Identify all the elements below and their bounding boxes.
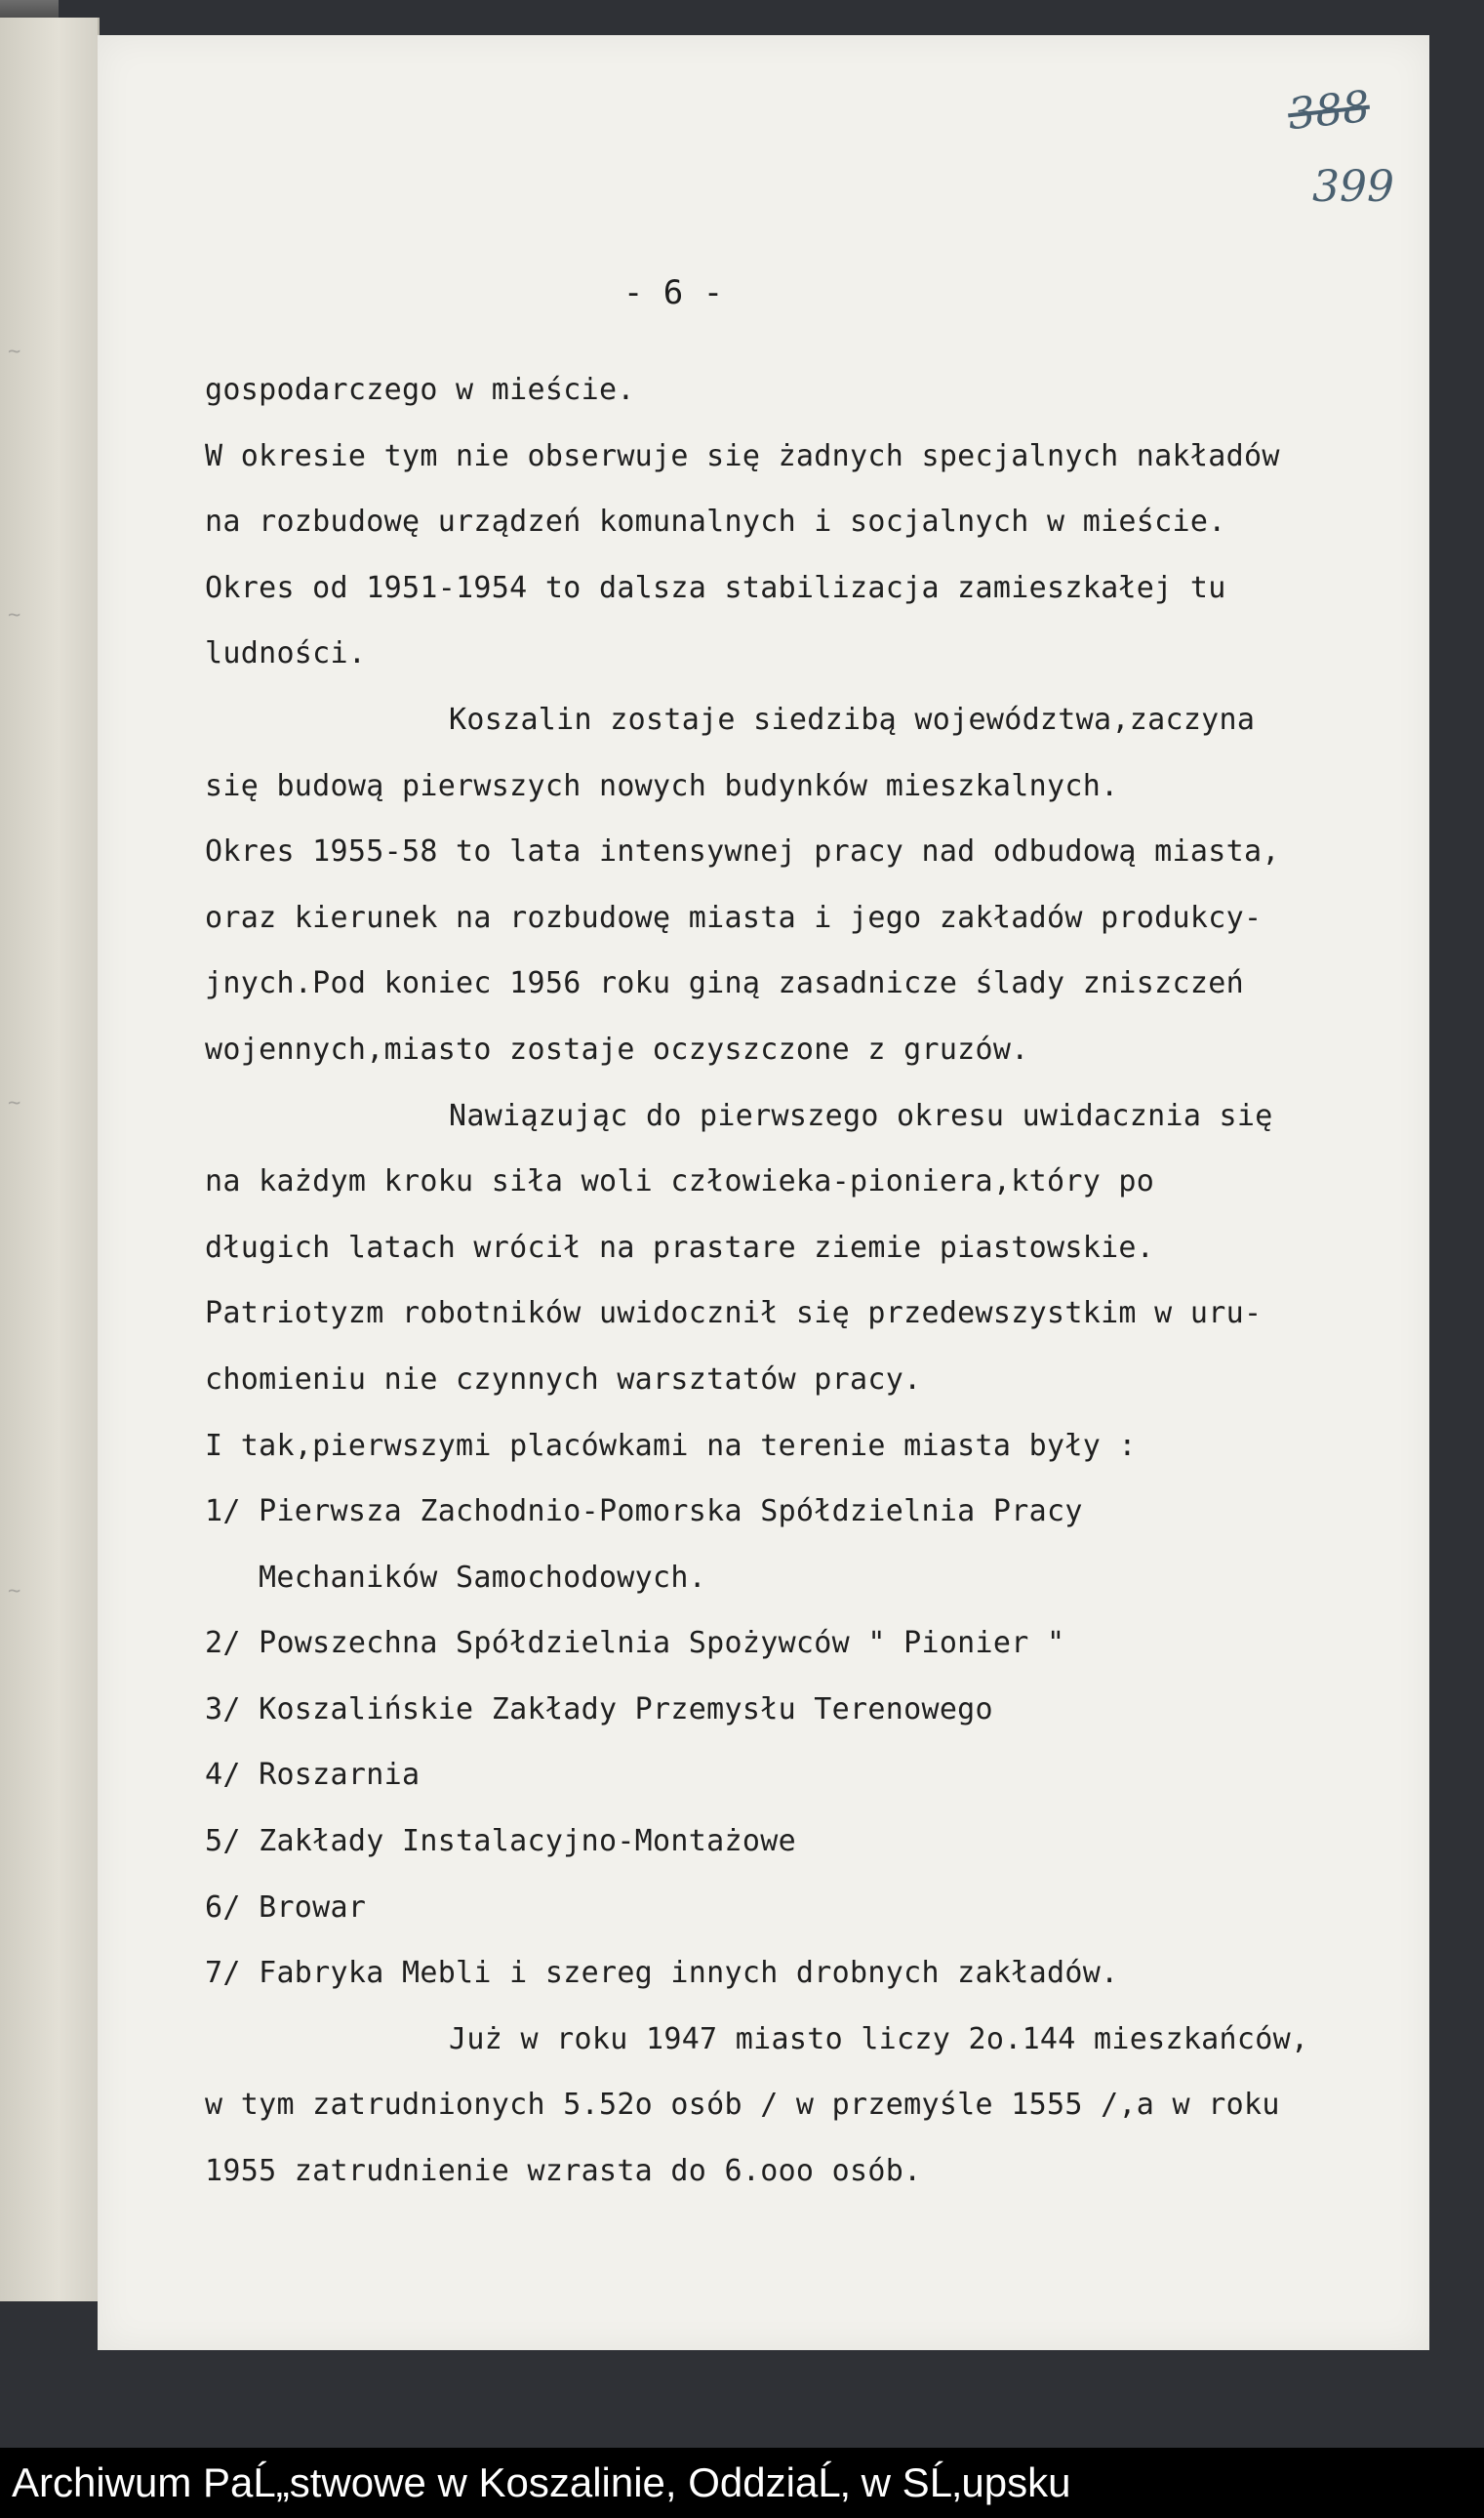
text-line: ludności. <box>205 636 367 671</box>
text-line: wojennych,miasto zostaje oczyszczone z gruzów. <box>205 1032 1029 1067</box>
text-line: oraz kierunek na rozbudowę miasta i jego zakładów produkcy- <box>205 900 1263 935</box>
text-line: w tym zatrudnionych 5.52o osób / w przemyśle 1555 /,a w roku <box>205 2088 1280 2123</box>
list-item: 3/ Koszalińskie Zakłady Przemysłu Terenowego <box>205 1691 993 1726</box>
text-line: gospodarczego w mieście. <box>205 373 635 407</box>
list-item: 2/ Powszechna Spółdzielnia Spożywców " Pionier " <box>205 1626 1065 1661</box>
list-item-continuation: Mechaników Samochodowych. <box>259 1560 707 1595</box>
bleed-through-mark: ~ <box>8 340 21 364</box>
text-line: Okres 1955-58 to lata intensywnej pracy nad odbudową miasta, <box>205 834 1280 870</box>
list-item: 4/ Roszarnia <box>205 1758 421 1793</box>
document-page <box>98 35 1429 2350</box>
text-line: chomieniu nie czynnych warsztatów pracy. <box>205 1361 922 1397</box>
text-line: 1955 zatrudnienie wzrasta do 6.ooo osób. <box>205 2154 922 2189</box>
text-line: na rozbudowę urządzeń komunalnych i socjalnych w mieście. <box>205 505 1226 540</box>
archive-number-crossed: 388 <box>1285 81 1373 141</box>
text-line: Nawiązując do pierwszego okresu uwidacznia się <box>449 1098 1273 1133</box>
text-line: Już w roku 1947 miasto liczy 2o.144 mieszkańców, <box>449 2021 1309 2056</box>
page-number: - 6 - <box>622 273 724 312</box>
text-line: Okres od 1951-1954 to dalsza stabilizacja zamieszkałej tu <box>205 570 1226 605</box>
list-item: 7/ Fabryka Mebli i szereg innych drobnych zakładów. <box>205 1956 1119 1991</box>
list-item: 5/ Zakłady Instalacyjno-Montażowe <box>205 1824 796 1859</box>
archive-number: 399 <box>1312 162 1394 212</box>
text-line: się budową pierwszych nowych budynków mieszkalnych. <box>205 768 1119 803</box>
bleed-through-mark: ~ <box>8 1579 21 1604</box>
list-item: 1/ Pierwsza Zachodnio-Pomorska Spółdzielnia Pracy <box>205 1494 1083 1529</box>
list-item: 6/ Browar <box>205 1889 367 1925</box>
text-line: Patriotyzm robotników uwidocznił się przedewszystkim w uru- <box>205 1296 1263 1331</box>
previous-page-edge <box>0 18 100 2301</box>
text-line: Koszalin zostaje siedzibą województwa,zaczyna <box>449 702 1256 737</box>
text-line: I tak,pierwszymi placówkami na terenie miasta były : <box>205 1428 1137 1463</box>
text-line: jnych.Pod koniec 1956 roku giną zasadnicze ślady zniszczeń <box>205 966 1244 1001</box>
archive-footer: Archiwum PaĹ„stwowe w Koszalinie, OddziaĹ‚ w SĹ‚upsku <box>0 2448 1484 2518</box>
typewritten-body <box>205 357 1420 2205</box>
text-line: W okresie tym nie obserwuje się żadnych specjalnych nakładów <box>205 438 1280 473</box>
bleed-through-mark: ~ <box>8 603 21 628</box>
bleed-through-mark: ~ <box>8 1091 21 1116</box>
text-line: długich latach wrócił na prastare ziemie piastowskie. <box>205 1230 1155 1265</box>
text-line: na każdym kroku siła woli człowieka-pioniera,który po <box>205 1164 1155 1199</box>
